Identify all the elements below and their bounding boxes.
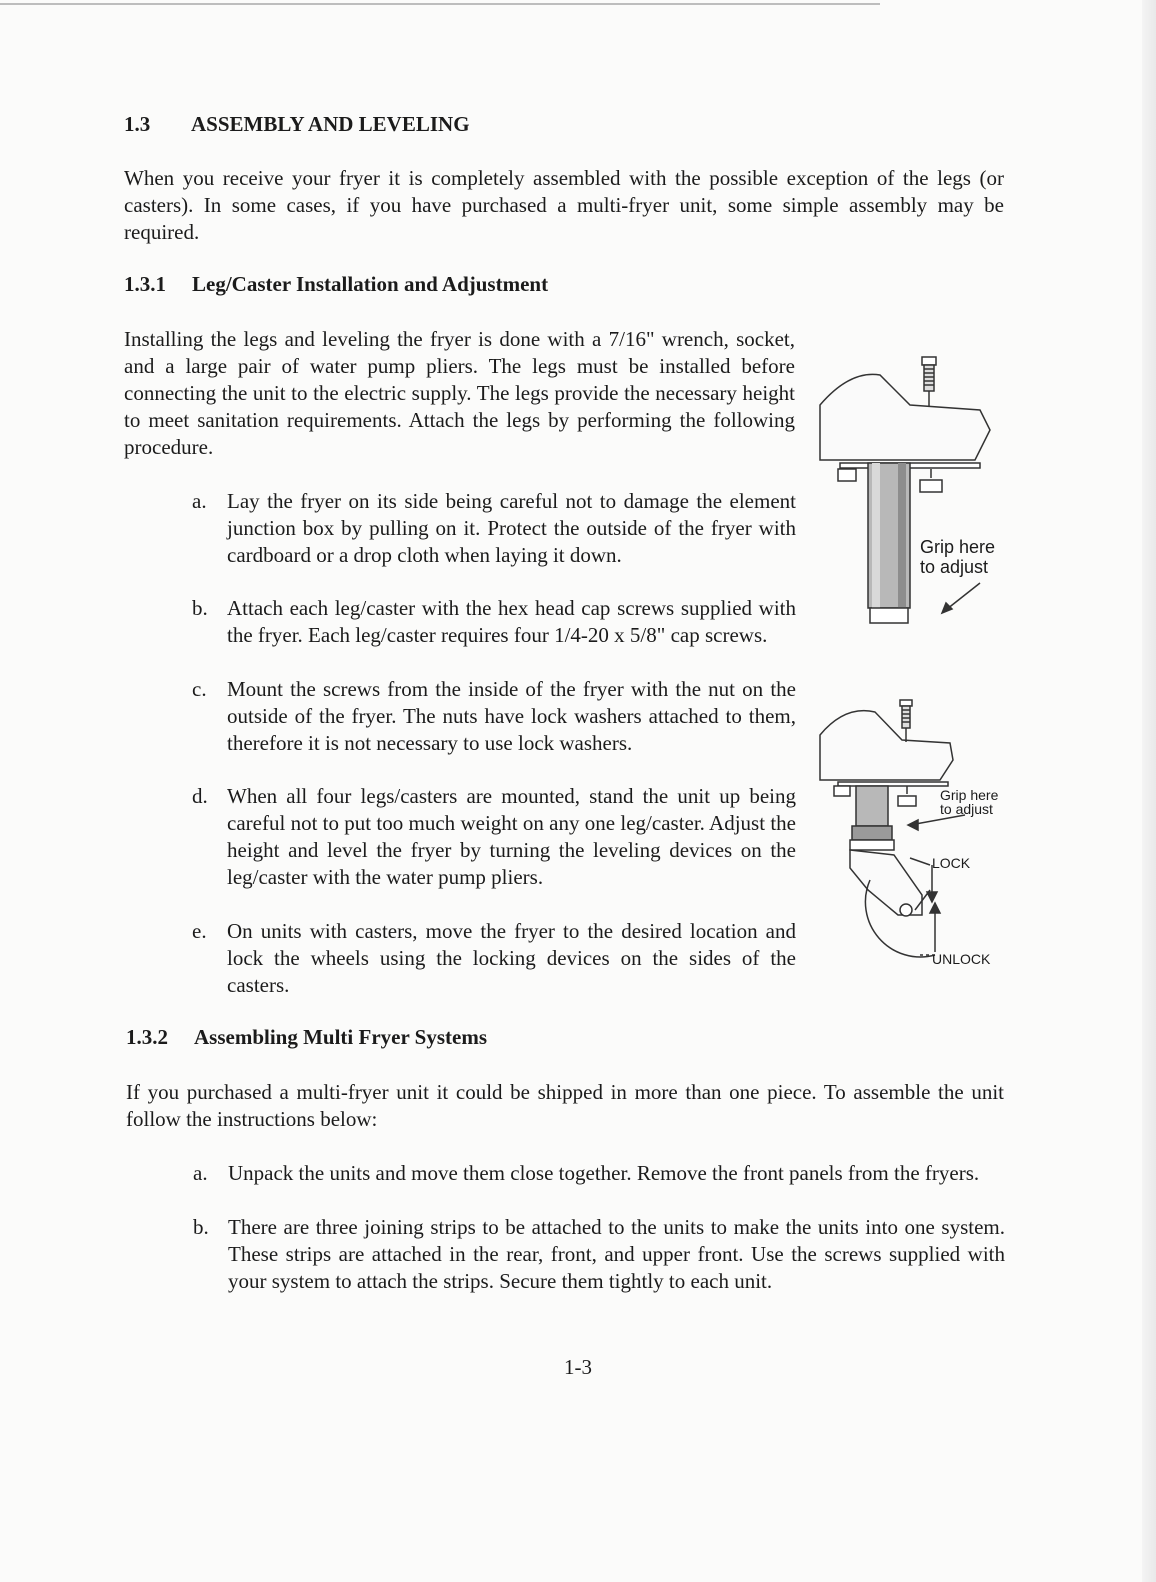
list-text: Attach each leg/caster with the hex head cap screws supplied with the fryer. Each leg/caster requires four 1/4-20 x 5/8" cap screws.	[227, 596, 796, 647]
list-letter: a.	[193, 1161, 208, 1185]
list-text: Unpack the units and move them close together. Remove the front panels from the fryers.	[228, 1161, 980, 1185]
subsection-title: Leg/Caster Installation and Adjustment	[192, 272, 549, 296]
list-letter: b.	[192, 596, 208, 620]
caster-grip-line2: to adjust	[940, 801, 993, 817]
caster-lock-label: LOCK	[932, 855, 971, 871]
subsection-title: Assembling Multi Fryer Systems	[194, 1025, 488, 1049]
leg-diagram	[810, 345, 1010, 635]
subsection-number: 1.3.1	[124, 272, 166, 296]
subsection-number: 1.3.2	[126, 1025, 168, 1049]
section-number: 1.3	[124, 112, 151, 136]
multi-fryer-paragraph: If you purchased a multi-fryer unit it could be shipped in more than one piece. To assemble the unit follow the instructions below:	[126, 1080, 1004, 1131]
caster-unlock-label: UNLOCK	[932, 951, 991, 967]
subsection-heading-1	[124, 272, 548, 297]
list-text: There are three joining strips to be attached to the units to make the units into one system. These strips are attached in the rear, front, and upper front. Use the screws supplied with your system to attach the strips. Secure them tightly to each unit.	[228, 1215, 1005, 1293]
caster-grip-line1: Grip here	[940, 787, 999, 803]
list-text: When all four legs/casters are mounted, stand the unit up being careful not to put too much weight on any one leg/caster. Adjust the height and level the fryer by turning the leveling devices on the leg/caster with the water pump pliers.	[227, 784, 796, 889]
section-title: ASSEMBLY AND LEVELING	[191, 112, 470, 136]
subsection-heading-2	[126, 1025, 487, 1050]
leg-label-line1: Grip here	[920, 537, 996, 557]
list-letter: c.	[192, 677, 207, 701]
list-letter: b.	[193, 1215, 209, 1239]
leg-intro-paragraph: Installing the legs and leveling the fryer is done with a 7/16" wrench, socket, and a large pair of water pump pliers. The legs must be installed before connecting the unit to the electric supply. The legs provide the necessary height to meet sanitation requirements. Attach the legs by performing the following procedure.	[124, 327, 795, 459]
section-heading	[124, 112, 470, 137]
page-number: 1-3	[564, 1355, 592, 1379]
list-text: Lay the fryer on its side being careful not to damage the element junction box by pulling on it. Protect the outside of the fryer with cardboard or a drop cloth when laying it down.	[227, 489, 796, 567]
list-letter: e.	[192, 919, 207, 943]
list-text: Mount the screws from the inside of the fryer with the nut on the outside of the fryer. The nuts have lock washers attached to them, therefore it is not necessary to use lock washers.	[227, 677, 796, 755]
caster-diagram	[810, 690, 1010, 975]
list-letter: d.	[192, 784, 208, 808]
list-text: On units with casters, move the fryer to the desired location and lock the wheels using the locking devices on the sides of the casters.	[227, 919, 796, 997]
intro-paragraph: When you receive your fryer it is completely assembled with the possible exception of the legs (or casters). In some cases, if you have purchased a multi-fryer unit, some simple assembly may be required.	[124, 166, 1004, 244]
leg-label-line2: to adjust	[920, 557, 989, 577]
list-letter: a.	[192, 489, 207, 513]
